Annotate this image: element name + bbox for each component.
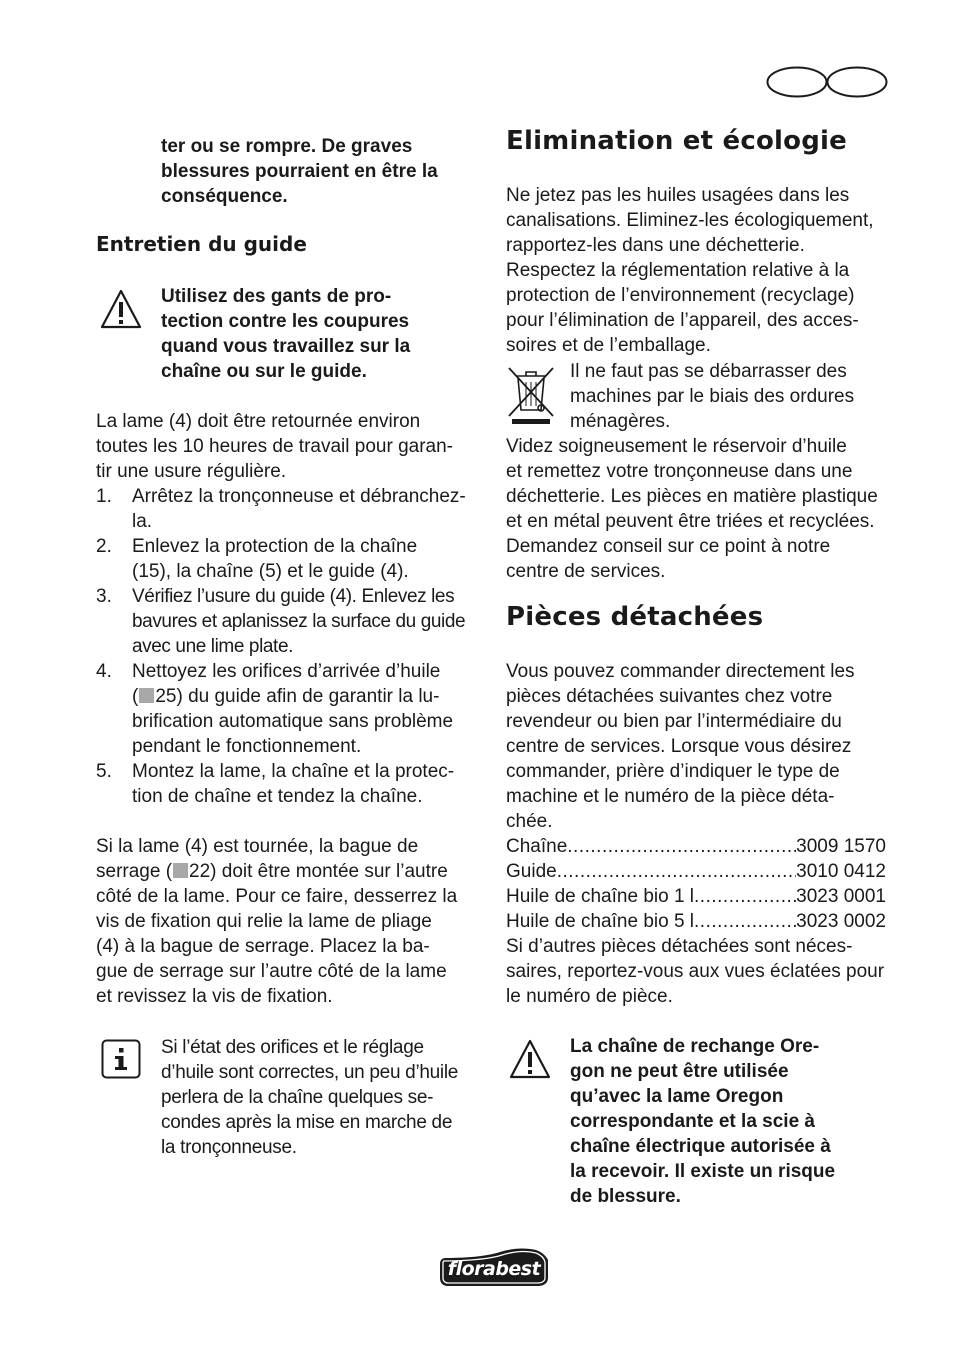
warning-line: gon ne peut être utilisée xyxy=(570,1061,789,1082)
text-line: et remettez votre tronçonneuse dans une xyxy=(506,461,853,482)
warning-line: chaîne électrique autorisée à xyxy=(570,1136,831,1157)
text-line: Demandez conseil sur ce point à notre xyxy=(506,536,831,557)
text-line: Nettoyez les orifices d’arrivée d’huile xyxy=(132,661,441,682)
warning-triangle-icon xyxy=(508,1038,552,1080)
warning-line: chaîne ou sur le guide. xyxy=(161,361,367,382)
text-line: Ne jetez pas les huiles usagées dans les xyxy=(506,185,850,206)
text-line: et en métal peuvent être triées et recyclées. xyxy=(506,511,875,532)
text-line: vis de fixation qui relie la lame de pliage xyxy=(96,911,432,932)
parts-list xyxy=(506,834,886,934)
list-item xyxy=(96,759,486,809)
leader-dots xyxy=(694,909,796,934)
text-line: Vérifiez l’usure du guide (4). Enlevez les xyxy=(132,586,455,607)
text-line: d’huile sont correctes, un peu d’huile xyxy=(161,1062,459,1083)
text-line: canalisations. Eliminez-les écologiquement, xyxy=(506,210,874,231)
warning-oregon xyxy=(570,1034,900,1209)
text-line xyxy=(96,859,486,884)
text-line: machine et le numéro de la pièce déta- xyxy=(506,786,835,807)
text-line xyxy=(132,684,486,709)
text-line: la. xyxy=(132,511,153,532)
step-number: 5. xyxy=(96,761,112,782)
warning-line: la recevoir. Il existe un risque xyxy=(570,1161,836,1182)
text-line: déchetterie. Les pièces en matière plastique xyxy=(506,486,878,507)
text-line: condes après la mise en marche de xyxy=(161,1112,453,1133)
text-line: protection de l’environnement (recyclage) xyxy=(506,285,855,306)
text-line: bavures et aplanissez la surface du guide xyxy=(132,611,466,632)
part-name: Chaîne xyxy=(506,836,568,857)
text-line: rapportez-les dans une déchetterie. xyxy=(506,235,805,256)
text-line: gue de serrage sur l’autre côté de la lame xyxy=(96,961,447,982)
text-line: Il ne faut pas se débarrasser des xyxy=(570,361,847,382)
intro-paragraph xyxy=(96,409,486,484)
list-item xyxy=(506,859,886,884)
florabest-logo xyxy=(438,1244,550,1288)
text-line: Arrêtez la tronçonneuse et débranchez- xyxy=(132,486,466,507)
text-line: tion de chaîne et tendez la chaîne. xyxy=(132,786,423,807)
warning-continuation xyxy=(161,134,481,209)
text-fragment: 25) du guide afin de garantir la lu- xyxy=(155,686,440,707)
text-fragment: serrage ( xyxy=(96,861,173,882)
step-number: 4. xyxy=(96,661,112,682)
leader-dots xyxy=(567,834,796,859)
disposal-paragraph-2 xyxy=(506,434,896,584)
text-line: Si l’état des orifices et le réglage xyxy=(161,1037,424,1058)
part-number: 3010 0412 xyxy=(796,861,886,882)
warning-triangle-icon xyxy=(99,288,143,330)
heading-disposal: Elimination et écologie xyxy=(506,126,847,156)
text-line: Si d’autres pièces détachées sont néces- xyxy=(506,936,853,957)
text-line: pièces détachées suivantes chez votre xyxy=(506,686,833,707)
logo-text: florabest xyxy=(447,1258,541,1280)
text-line: saires, reportez-vous aux vues éclatées pour xyxy=(506,961,885,982)
text-line: centre de services. Lorsque vous désirez xyxy=(506,736,852,757)
disposal-paragraph xyxy=(506,183,896,358)
weee-note xyxy=(570,359,890,434)
step-number: 2. xyxy=(96,536,112,557)
text-line: Respectez la réglementation relative à la xyxy=(506,260,850,281)
step-number: 3. xyxy=(96,586,112,607)
language-badge xyxy=(766,66,888,98)
info-note xyxy=(161,1035,486,1160)
text-line: La lame (4) doit être retournée environ xyxy=(96,411,421,432)
part-name: Huile de chaîne bio 1 l xyxy=(506,886,695,907)
part-number: 3009 1570 xyxy=(796,836,886,857)
part-reference-square-icon xyxy=(173,863,188,878)
warning-line: Utilisez des gants de pro- xyxy=(161,286,392,307)
text-line: pour l’élimination de l’appareil, des acces- xyxy=(506,310,859,331)
text-line: soires et de l’emballage. xyxy=(506,335,711,356)
text-line: la tronçonneuse. xyxy=(161,1137,297,1158)
part-name: Guide xyxy=(506,861,557,882)
heading-spare-parts: Pièces détachées xyxy=(506,602,764,632)
part-number: 3023 0001 xyxy=(796,886,886,907)
text-line: tir une usure régulière. xyxy=(96,461,287,482)
warning-line: conséquence. xyxy=(161,186,288,207)
section-heading-guide: Entretien du guide xyxy=(96,232,307,256)
text-line: chée. xyxy=(506,811,553,832)
text-line: (15), la chaîne (5) et le guide (4). xyxy=(132,561,409,582)
text-line: côté de la lame. Pour ce faire, desserrez la xyxy=(96,886,458,907)
list-item xyxy=(96,534,486,584)
warning-line: de blessure. xyxy=(570,1186,681,1207)
list-item xyxy=(506,884,886,909)
text-line: Si la lame (4) est tournée, la bague de xyxy=(96,836,419,857)
warning-gloves xyxy=(161,284,481,384)
list-item xyxy=(96,484,486,534)
list-item xyxy=(96,584,486,659)
text-line: avec une lime plate. xyxy=(132,636,293,657)
text-line: (4) à la bague de serrage. Placez la ba- xyxy=(96,936,430,957)
warning-line: correspondante et la scie à xyxy=(570,1111,815,1132)
text-fragment: 22) doit être montée sur l’autre xyxy=(189,861,448,882)
parts-intro xyxy=(506,659,896,834)
part-reference-square-icon xyxy=(139,688,154,703)
warning-line: ter ou se rompre. De graves xyxy=(161,136,413,157)
list-item xyxy=(506,834,886,859)
part-number: 3023 0002 xyxy=(796,911,886,932)
part-name: Huile de chaîne bio 5 l xyxy=(506,911,695,932)
text-line: Montez la lame, la chaîne et la protec- xyxy=(132,761,455,782)
text-line: brification automatique sans problème xyxy=(132,711,454,732)
text-line: Enlevez la protection de la chaîne xyxy=(132,536,418,557)
crossed-bin-icon xyxy=(506,364,556,426)
list-item xyxy=(506,909,886,934)
text-line: le numéro de pièce. xyxy=(506,986,673,1007)
leader-dots xyxy=(557,859,796,884)
text-line: perlera de la chaîne quelques se- xyxy=(161,1087,434,1108)
parts-outro xyxy=(506,934,896,1009)
warning-line: La chaîne de rechange Ore- xyxy=(570,1036,820,1057)
warning-line: quand vous travaillez sur la xyxy=(161,336,411,357)
text-line: revendeur ou bien par l’intermédiaire du xyxy=(506,711,842,732)
text-line: toutes les 10 heures de travail pour garan- xyxy=(96,436,453,457)
leader-dots xyxy=(694,884,796,909)
text-line: centre de services. xyxy=(506,561,666,582)
list-item xyxy=(96,659,486,759)
info-icon xyxy=(101,1039,141,1079)
text-line: machines par le biais des ordures xyxy=(570,386,855,407)
step-number: 1. xyxy=(96,486,112,507)
text-line: Vous pouvez commander directement les xyxy=(506,661,855,682)
paren: ( xyxy=(132,686,139,707)
text-line: ménagères. xyxy=(570,411,671,432)
text-line: Videz soigneusement le réservoir d’huile xyxy=(506,436,847,457)
text-line: pendant le fonctionnement. xyxy=(132,736,362,757)
warning-line: tection contre les coupures xyxy=(161,311,410,332)
paragraph-clamp-ring xyxy=(96,834,486,1009)
text-line: commander, prière d’indiquer le type de xyxy=(506,761,840,782)
text-line: et revissez la vis de fixation. xyxy=(96,986,333,1007)
steps-list xyxy=(96,484,486,809)
warning-line: blessures pourraient en être la xyxy=(161,161,438,182)
warning-line: qu’avec la lame Oregon xyxy=(570,1086,784,1107)
